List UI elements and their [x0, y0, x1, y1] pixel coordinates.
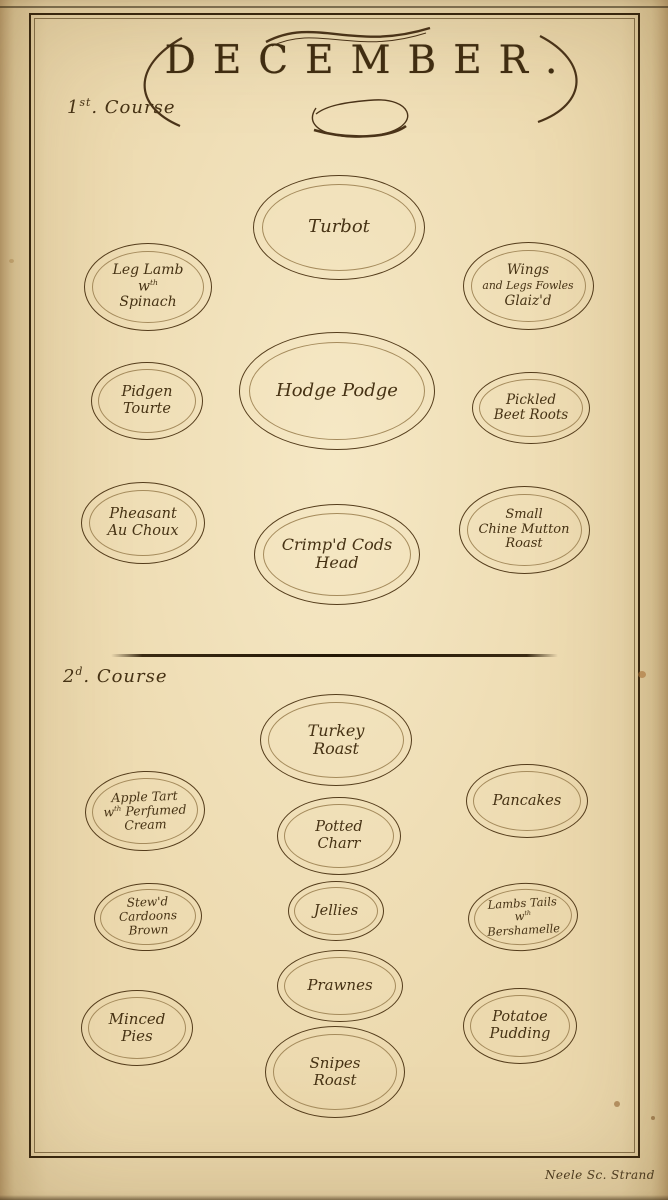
dish-oval-leg-lamb-with-spinach: [84, 243, 212, 331]
dish-oval-snipes-roast: [265, 1026, 405, 1118]
dish-oval-pancakes: [466, 764, 588, 838]
course-label-first: [67, 96, 175, 118]
course-ordinal-suffix: d: [75, 665, 84, 678]
dish-oval-wings-and-legs-fowles-glaizd: [463, 242, 594, 330]
dish-oval-crimpd-cods-head: [254, 504, 420, 605]
dish-label: Potatoe Pudding: [489, 1009, 551, 1042]
dish-label: Leg Lamb $w^{th}$ Spinach: [112, 261, 184, 311]
dish-label: Pheasant Au Choux: [107, 506, 179, 539]
dish-oval-minced-pies: [81, 990, 193, 1066]
course-number: 2: [63, 666, 76, 687]
dish-oval-pickled-beet-roots: [472, 372, 590, 444]
dish-label: Turkey Roast: [307, 720, 365, 758]
course-word: . Course: [91, 97, 176, 118]
dish-label: Turbot: [308, 215, 370, 237]
engraver-credit: Neele Sc. Strand: [545, 1168, 655, 1182]
course-divider-line: [111, 654, 558, 657]
dish-oval-pidgen-tourte: [91, 362, 203, 440]
dish-label: Potted Charr: [315, 819, 363, 852]
foxing-spot: [651, 1116, 655, 1120]
title-block: [138, 22, 584, 138]
dish-label: Snipes Roast: [309, 1053, 361, 1089]
dish-label: Jellies: [313, 902, 359, 919]
dish-oval-potted-charr: [277, 797, 401, 875]
course-ordinal-suffix: st: [79, 96, 92, 109]
page-bottom-edge: [0, 1195, 668, 1200]
dish-label: Pancakes: [492, 792, 562, 809]
dish-label: Prawnes: [307, 976, 373, 995]
dish-label: Stew'd Cardoons Brown: [118, 894, 178, 938]
dish-label: Pidgen Tourte: [121, 384, 173, 417]
dish-oval-pheasant-au-choux: [81, 482, 205, 564]
course-word: . Course: [83, 666, 168, 687]
course-label-second: [63, 665, 168, 687]
dish-label: Crimp'd Cods Head: [281, 534, 393, 572]
dish-oval-small-chine-mutton-roast: [459, 486, 590, 574]
dish-label: Hodge Podge: [276, 379, 398, 401]
plate-title: DECEMBER.: [164, 38, 575, 83]
foxing-spot: [9, 259, 14, 263]
dish-label: Minced Pies: [108, 1009, 166, 1045]
page-top-edge: [0, 6, 668, 8]
dish-oval-jellies: [288, 881, 384, 941]
dish-label: Lambs Tails $w^{th}$ Bershamelle: [486, 894, 561, 939]
course-number: 1: [67, 97, 80, 118]
dish-oval-hodge-podge: [239, 332, 435, 450]
dish-label: Small Chine Mutton Roast: [478, 506, 570, 552]
dish-oval-turbot: [253, 175, 425, 280]
dish-oval-prawnes: [277, 950, 403, 1022]
dish-label: Apple Tart $w^{th}$ Perfumed Cream: [103, 787, 187, 833]
dish-label: Pickled Beet Roots: [493, 391, 569, 423]
dish-oval-turkey-roast: [260, 694, 412, 786]
dish-oval-potatoe-pudding: [463, 988, 577, 1064]
dish-label: Wings and Legs Fowles Glaiz'd: [482, 261, 574, 309]
